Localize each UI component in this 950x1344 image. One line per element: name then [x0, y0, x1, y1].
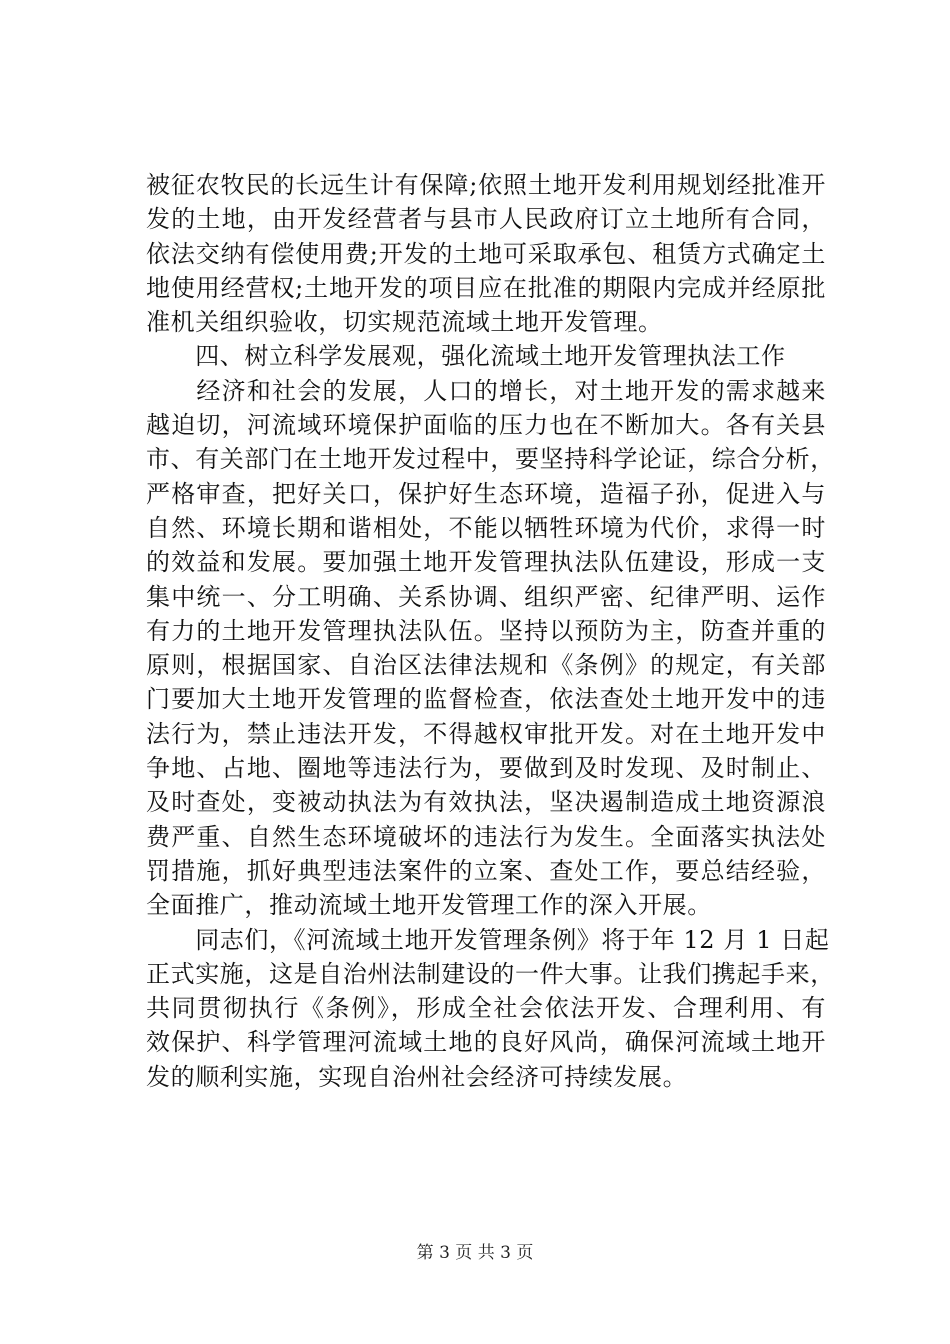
section-heading: 四、树立科学发展观，强化流域土地开发管理执法工作: [146, 342, 786, 371]
text-line: 地使用经营权;土地开发的项目应在批准的期限内完成并经原批: [146, 273, 826, 302]
text-line: 市、有关部门在土地开发过程中，要坚持科学论证，综合分析，: [146, 445, 835, 474]
text-line: 被征农牧民的长远生计有保障;依照土地开发利用规划经批准开: [146, 171, 826, 199]
text-line: 严格审查，把好关口，保护好生态环境，造福子孙，促进入与: [146, 479, 826, 508]
page-number-footer: 第 3 页 共 3 页: [416, 1243, 534, 1263]
text-line: 的效益和发展。要加强土地开发管理执法队伍建设，形成一支: [146, 548, 826, 577]
body-text: [146, 168, 835, 1094]
text-line: 争地、占地、圈地等违法行为，要做到及时发现、及时制止、: [146, 754, 826, 783]
text-line: 罚措施，抓好典型违法案件的立案、查处工作，要总结经验，: [146, 856, 826, 885]
text-line: 自然、环境长期和谐相处，不能以牺牲环境为代价，求得一时: [146, 513, 826, 542]
text-line: 法行为，禁止违法开发，不得越权审批开发。对在土地开发中: [146, 719, 826, 748]
text-line: 发的土地，由开发经营者与县市人民政府订立土地所有合同，: [146, 205, 826, 234]
text-line: 发的顺利实施，实现自治州社会经济可持续发展。: [146, 1062, 688, 1091]
text-line: 集中统一、分工明确、关系协调、组织严密、纪律严明、运作: [146, 582, 826, 611]
text-line: 经济和社会的发展，人口的增长，对土地开发的需求越来: [146, 376, 826, 405]
text-line: 正式实施，这是自治州法制建设的一件大事。让我们携起手来，: [146, 959, 835, 988]
text-line: 有力的土地开发管理执法队伍。坚持以预防为主，防查并重的: [146, 616, 826, 645]
text-line: 准机关组织验收，切实规范流域土地开发管理。: [146, 308, 663, 337]
text-line: 同志们，《河流域土地开发管理条例》将于年 12 月 1 日起: [146, 925, 830, 954]
text-line: 全面推广，推动流域土地开发管理工作的深入开展。: [146, 891, 712, 920]
text-line: 共同贯彻执行《条例》，形成全社会依法开发、合理利用、有: [146, 994, 826, 1023]
text-line: 越迫切，河流域环境保护面临的压力也在不断加大。各有关县: [146, 411, 826, 440]
text-line: 依法交纳有偿使用费;开发的土地可采取承包、租赁方式确定土: [146, 239, 826, 268]
text-line: 门要加大土地开发管理的监督检查，依法查处土地开发中的违: [146, 685, 826, 714]
text-line: 及时查处，变被动执法为有效执法，坚决遏制造成土地资源浪: [146, 788, 826, 817]
text-line: 原则，根据国家、自治区法律法规和《条例》的规定，有关部: [146, 651, 826, 680]
text-line: 效保护、科学管理河流域土地的良好风尚，确保河流域土地开: [146, 1028, 826, 1057]
text-line: 费严重、自然生态环境破坏的违法行为发生。全面落实执法处: [146, 822, 826, 851]
